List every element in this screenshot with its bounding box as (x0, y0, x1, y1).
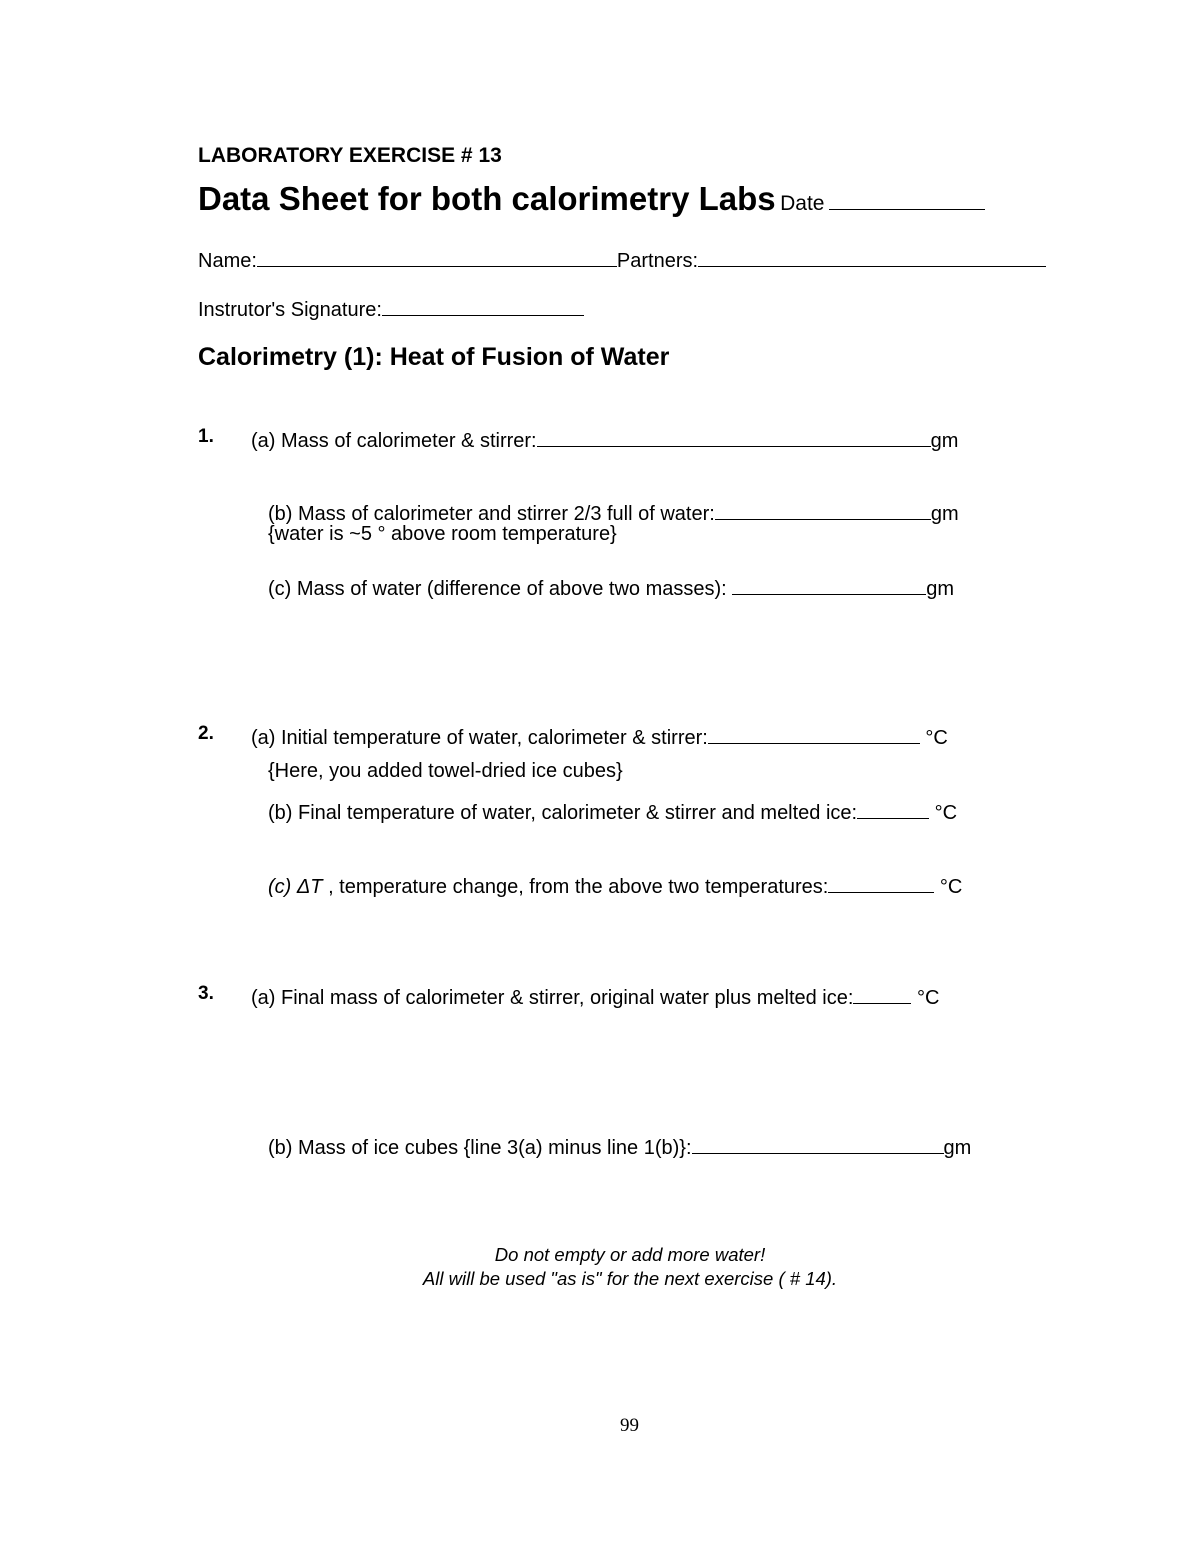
q2b-blank[interactable] (857, 797, 929, 819)
exercise-heading: LABORATORY EXERCISE # 13 (198, 144, 502, 167)
section-title: Calorimetry (1): Heat of Fusion of Water (198, 343, 670, 371)
name-label: Name: (198, 250, 257, 272)
q3b-text: (b) Mass of ice cubes {line 3(a) minus line 1(b)}: (268, 1137, 692, 1159)
q1c-text: (c) Mass of water (difference of above two masses): (268, 578, 733, 600)
q1a-line (251, 425, 958, 453)
q2c-text: , temperature change, from the above two temperatures: (322, 876, 829, 898)
page-number: 99 (620, 1415, 639, 1436)
partners-blank[interactable] (698, 245, 1046, 267)
q1b-note: {water is ~5 ° above room temperature} (268, 523, 617, 545)
q2b-unit: °C (929, 802, 958, 824)
q1a-text: (a) Mass of calorimeter & stirrer: (251, 430, 537, 452)
q1c-line (268, 573, 954, 601)
q2a-blank[interactable] (708, 722, 920, 744)
q2c-blank[interactable] (828, 871, 934, 893)
title-line (198, 180, 985, 218)
q2c-delta-t: (c) ΔT (268, 876, 323, 898)
q1a-unit: gm (930, 430, 959, 452)
q2c-line (268, 871, 962, 899)
q3b-line (268, 1132, 971, 1160)
partners-label: Partners: (616, 250, 699, 272)
q2-number: 2. (198, 723, 214, 744)
q2a-unit: °C (919, 727, 948, 749)
q1c-unit: gm (926, 578, 955, 600)
q1b-blank[interactable] (715, 498, 931, 520)
footer-note-line2: All will be used "as is" for the next exercise ( # 14). (422, 1268, 838, 1289)
q3a-blank[interactable] (853, 982, 911, 1004)
page-title: Data Sheet for both calorimetry Labs (198, 180, 776, 217)
name-partners-line (198, 245, 1046, 273)
q3a-unit: °C (911, 987, 940, 1009)
q1c-blank[interactable] (732, 573, 926, 595)
q3b-unit: gm (943, 1137, 972, 1159)
q2c-unit: °C (934, 876, 963, 898)
signature-blank[interactable] (382, 294, 584, 316)
q1b-unit: gm (930, 503, 959, 525)
q3b-blank[interactable] (692, 1132, 944, 1154)
q1-number: 1. (198, 426, 214, 447)
q1b-text: (b) Mass of calorimeter and stirrer 2/3 full of water: (268, 503, 715, 525)
footer-note-line1: Do not empty or add more water! (494, 1244, 766, 1265)
signature-line (198, 294, 584, 322)
q3a-text: (a) Final mass of calorimeter & stirrer, original water plus melted ice: (251, 987, 854, 1009)
q2b-line (268, 797, 957, 825)
q2a-line (251, 722, 948, 750)
q3a-line (251, 982, 939, 1010)
q3-number: 3. (198, 983, 214, 1004)
date-label: Date (780, 192, 825, 215)
q2a-text: (a) Initial temperature of water, calorimeter & stirrer: (251, 727, 708, 749)
signature-label: Instrutor's Signature: (198, 299, 382, 321)
q2-note: {Here, you added towel-dried ice cubes} (268, 760, 623, 782)
date-blank[interactable] (829, 192, 985, 210)
q1b-line (268, 498, 959, 526)
q1a-blank[interactable] (537, 425, 931, 447)
name-blank[interactable] (257, 245, 617, 267)
q2b-text: (b) Final temperature of water, calorimeter & stirrer and melted ice: (268, 802, 858, 824)
